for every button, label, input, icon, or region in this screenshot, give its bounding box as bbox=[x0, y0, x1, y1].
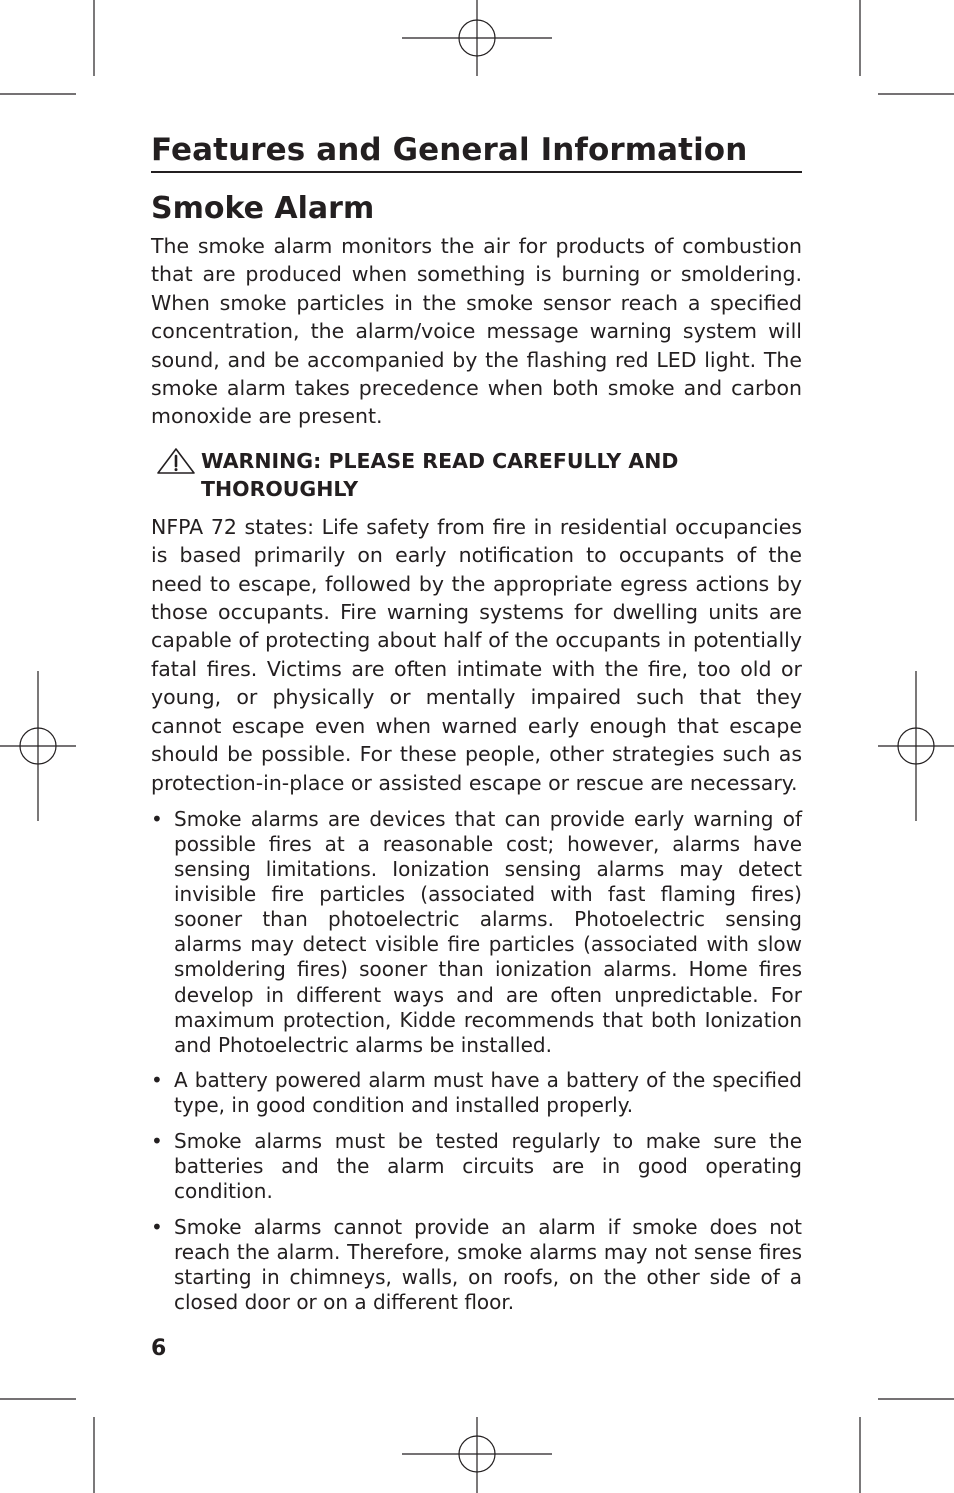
list-item-text: Smoke alarms cannot provide an alarm if smoke does not reach the alarm. Therefore, smoke alarms may not sense fires starting in chimneys, walls, on roofs, on the other side of a closed door or on a different floor. bbox=[174, 1214, 802, 1315]
page-content bbox=[151, 131, 802, 1326]
smoke-alarm-heading: Smoke Alarm bbox=[151, 191, 375, 226]
list-item bbox=[151, 1215, 802, 1315]
list-item-text: A battery powered alarm must have a battery of the specified type, in good condition and installed properly. bbox=[174, 1068, 802, 1118]
bullet-icon: • bbox=[151, 1214, 163, 1239]
list-item bbox=[151, 1129, 802, 1204]
list-item bbox=[151, 1068, 802, 1118]
registration-mark-left bbox=[0, 671, 76, 821]
registration-mark-bottom bbox=[402, 1417, 552, 1493]
nfpa-paragraph: NFPA 72 states: Life safety from fire in residential occupancies is based primarily on early notification to occupants of the need to escape, followed by the appropriate egress actions by those occupants. Fire warning systems for dwelling units are capable of protecting about half of the occupants in potentially fatal fires. Victims are often intimate with the fire, too old or young, or physically or mentally impaired such that they cannot escape even when warned early enough that escape should be possible. For these people, other strategies such as protection-in-place or assisted escape or rescue are necessary. bbox=[151, 514, 802, 795]
section-title: Features and General Information bbox=[151, 131, 802, 173]
registration-mark-right bbox=[878, 671, 954, 821]
list-item bbox=[151, 807, 802, 1058]
list-item-text: Smoke alarms are devices that can provide early warning of possible fires at a reasonable cost; however, alarms have sensing limitations. Ionization sensing alarms may detect invisible fire particles (associated with fast flaming fires) sooner than photoelectric alarms. Photoelectric sensing alarms may detect visible fire particles (associated with slow smoldering fires) sooner than ionization alarms. Home fires develop in different ways and are often unpredictable. For maximum protection, Kidde recommends that both Ionization and Photoelectric alarms be installed. bbox=[174, 806, 802, 1057]
bullet-icon: • bbox=[151, 1129, 163, 1154]
registration-mark-top bbox=[402, 0, 552, 76]
bullet-icon: • bbox=[151, 1068, 163, 1093]
intro-paragraph: The smoke alarm monitors the air for products of combustion that are produced when something is burning or smoldering. When smoke particles in the smoke sensor reach a specified concentration, the alarm/voice message warning system will sound, and be accompanied by the flashing red LED light. The smoke alarm takes precedence when both smoke and carbon monoxide are present. bbox=[151, 234, 802, 429]
list-item-text: Smoke alarms must be tested regularly to make sure the batteries and the alarm circuits are in good operating condition. bbox=[174, 1129, 802, 1204]
page-number: 6 bbox=[151, 1336, 167, 1361]
bullet-icon: • bbox=[151, 806, 163, 831]
warning-title: WARNING: PLEASE READ CAREFULLY AND THOROUGHLY bbox=[201, 448, 679, 501]
warning-triangle-icon bbox=[151, 447, 201, 475]
bullet-list bbox=[151, 807, 802, 1315]
warning-block bbox=[151, 447, 802, 503]
